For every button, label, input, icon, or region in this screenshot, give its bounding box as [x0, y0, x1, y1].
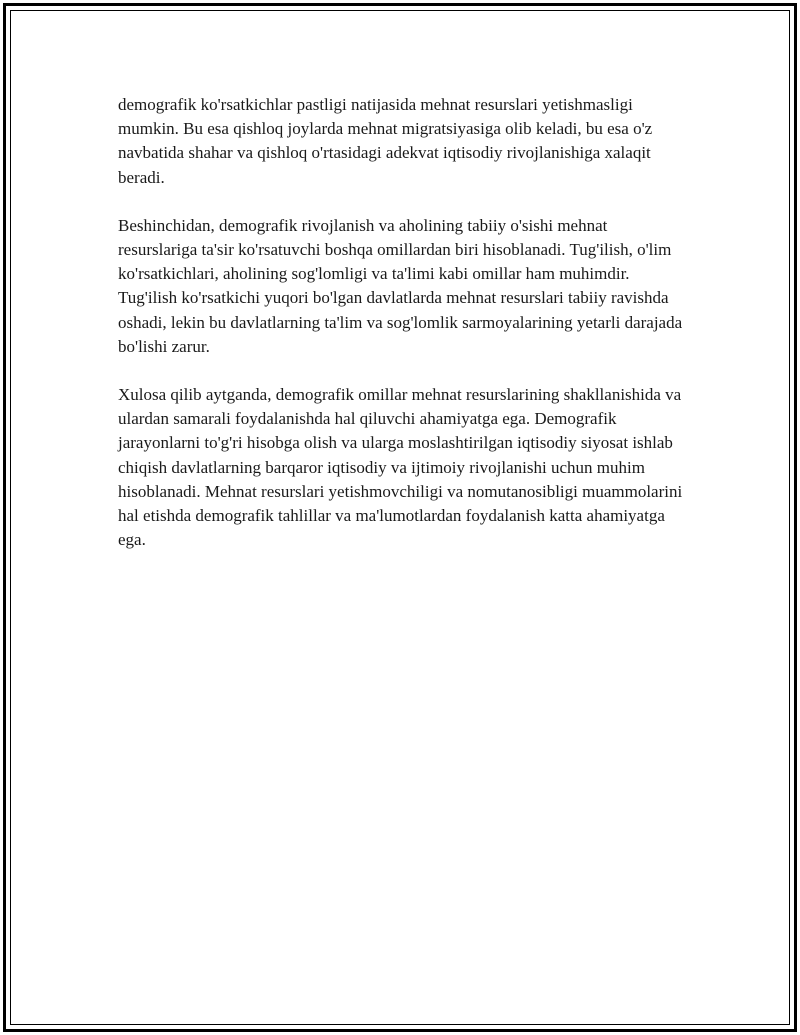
paragraph-2: Beshinchidan, demografik rivojlanish va aholining tabiiy o'sishi mehnat resurslariga ta'sir ko'rsatuvchi boshqa omillardan biri hisoblanadi. Tug'ilish, o'lim ko'rsatkichlari, aholining sog'lomligi va ta'limi kabi omillar ham muhimdir. Tug'ilish ko'rsatkichi yuqori bo'lgan davlatlarda mehnat resurslari tabiiy ravishda oshadi, lekin bu davlatlarning ta'lim va sog'lomlik sarmoyalarining yetarli darajada bo'lishi zarur.: [118, 215, 683, 356]
document-body: [118, 93, 688, 576]
paragraph-3: Xulosa qilib aytganda, demografik omillar mehnat resurslarining shakllanishida va ulardan samarali foydalanishda hal qiluvchi ahamiyatga ega. Demografik jarayonlarni to'g'ri hisobga olish va ularga moslashtirilgan iqtisodiy siyosat ishlab chiqish davlatlarning barqaror iqtisodiy va ijtimoiy rivojlanishi uchun muhim hisoblanadi. Mehnat resurslari yetishmovchiligi va nomutanosibligi muammolarini hal etishda demografik tahlillar va ma'lumotlardan foydalanish katta ahamiyatga ega.: [118, 385, 683, 550]
paragraph-1: demografik ko'rsatkichlar pastligi natijasida mehnat resurslari yetishmasligi mumkin. Bu esa qishloq joylarda mehnat migratsiyasiga olib keladi, bu esa o'z navbatida shahar va qishloq o'rtasidagi adekvat iqtisodiy rivojlanishiga xalaqit beradi.: [118, 95, 653, 187]
